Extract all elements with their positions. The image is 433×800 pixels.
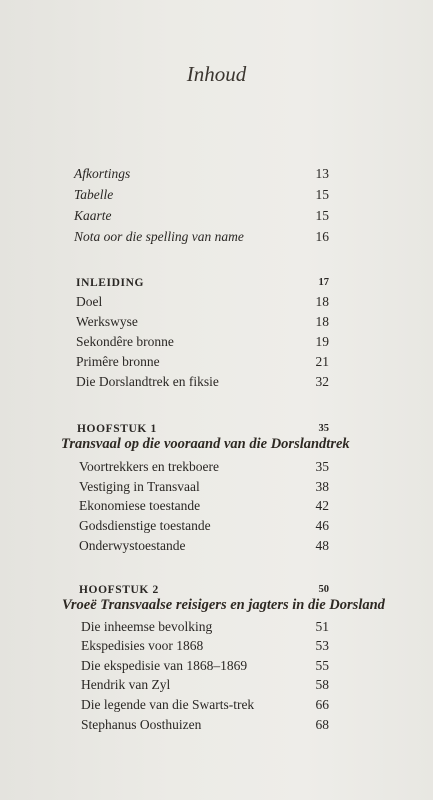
chapter-title-2: Vroeë Transvaalse reisigers en jagters in die Dorsland — [62, 597, 385, 613]
toc-entry — [0, 164, 433, 184]
toc-entry-page: 19 — [315, 334, 329, 349]
toc-entry — [0, 617, 433, 637]
toc-entry-page: 21 — [315, 354, 329, 369]
toc-entry-label: Die legende van die Swarts-trek — [81, 697, 255, 712]
toc-entry — [0, 636, 433, 656]
toc-entry-page: 51 — [315, 619, 329, 634]
toc-entry-label: Tabelle — [74, 187, 114, 202]
toc-entry-page: 13 — [315, 166, 329, 181]
section-heading-page: 17 — [318, 277, 329, 288]
toc-entry-page: 38 — [315, 479, 329, 494]
chapter-heading-page: 50 — [318, 584, 329, 595]
chapter-title-1: Transvaal op die vooraand van die Dorslandtrek — [61, 436, 350, 452]
toc-entry-page: 42 — [315, 498, 329, 513]
toc-entry-label: Die inheemse bevolking — [81, 619, 213, 634]
toc-entry-page: 35 — [315, 459, 329, 474]
toc-entry — [0, 227, 433, 247]
section-heading-label: INLEIDING — [76, 277, 145, 289]
toc-entry-page: 48 — [315, 538, 329, 553]
toc-entry — [0, 675, 433, 695]
toc-entry-label: Onderwystoestande — [79, 538, 186, 553]
toc-entry-label: Sekondêre bronne — [76, 334, 174, 349]
toc-entry — [0, 292, 433, 312]
toc-entry-page: 68 — [315, 717, 329, 732]
toc-entry-page: 15 — [315, 187, 329, 202]
toc-entry — [0, 516, 433, 536]
toc-entry-page: 46 — [315, 518, 329, 533]
toc-entry — [0, 477, 433, 497]
toc-entry — [0, 695, 433, 715]
toc-entry-label: Primêre bronne — [76, 354, 160, 369]
toc-entry — [0, 656, 433, 676]
toc-entry-label: Voortrekkers en trekboere — [79, 459, 219, 474]
toc-entry-page: 53 — [315, 638, 329, 653]
toc-entry-page: 66 — [315, 697, 329, 712]
toc-entry — [0, 536, 433, 556]
section-heading-inleiding — [0, 273, 433, 293]
toc-entry — [0, 372, 433, 392]
chapter-heading-label: HOOFSTUK 1 — [77, 423, 157, 435]
toc-entry-page: 18 — [315, 294, 329, 309]
toc-entry-page: 16 — [315, 229, 329, 244]
toc-entry-label: Die ekspedisie van 1868–1869 — [81, 658, 248, 673]
toc-entry-label: Hendrik van Zyl — [81, 677, 171, 692]
toc-entry-label: Stephanus Oosthuizen — [81, 717, 202, 732]
toc-entry-page: 18 — [315, 314, 329, 329]
toc-entry-label: Doel — [76, 294, 103, 309]
toc-entry — [0, 496, 433, 516]
chapter-heading-page: 35 — [318, 423, 329, 434]
toc-entry-label: Nota oor die spelling van name — [74, 229, 244, 244]
toc-entry — [0, 312, 433, 332]
toc-entry-label: Werkswyse — [76, 314, 138, 329]
toc-entry-label: Godsdienstige toestande — [79, 518, 211, 533]
toc-entry — [0, 715, 433, 735]
toc-entry — [0, 185, 433, 205]
toc-entry-label: Vestiging in Transvaal — [79, 479, 200, 494]
toc-entry-page: 58 — [315, 677, 329, 692]
toc-entry-page: 32 — [315, 374, 329, 389]
toc-entry-label: Kaarte — [74, 208, 112, 223]
toc-entry — [0, 206, 433, 226]
toc-entry-page: 15 — [315, 208, 329, 223]
toc-entry-page: 55 — [315, 658, 329, 673]
chapter-heading-label: HOOFSTUK 2 — [79, 584, 159, 596]
toc-entry — [0, 457, 433, 477]
toc-entry-label: Die Dorslandtrek en fiksie — [76, 374, 219, 389]
toc-entry-label: Ekspedisies voor 1868 — [81, 638, 204, 653]
toc-entry-label: Afkortings — [74, 166, 131, 181]
page-title: Inhoud — [186, 62, 247, 86]
toc-entry-label: Ekonomiese toestande — [79, 498, 201, 513]
toc-entry — [0, 352, 433, 372]
toc-entry — [0, 332, 433, 352]
